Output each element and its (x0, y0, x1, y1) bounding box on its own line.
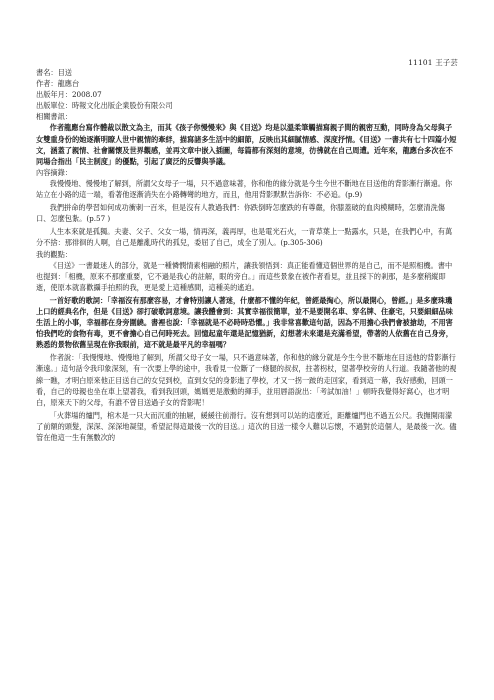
opinion-paragraph-2: 一首好歌的歌詞：「幸福沒有那麼容易，才會特別讓人著迷，什麼都不懂的年紀，曾經最掏心，所以最開心，曾經。」是多麼珠璣上口的經典名作，但是《目送》卻打破歌詞意境。讓我體會到：其實幸福很簡單，並不是要開名車、穿名牌、住豪宅，只要細細品味生活上的小事，幸福都在身旁圍繞。書裡也說：「幸福就是不必時時恐懼。」我非常喜歡這句話，因為不用擔心我們會被搶劫，不用害怕我們吃的食物有毒，更不會擔心自己何時死去。回憶起童年還是記憶猶新，幻想著未來還是充滿希望，帶著的人依舊在自己身旁，熟悉的景物依舊呈現在你我眼前，這不就是最平凡的幸福嗎？ (36, 295, 453, 350)
opinion-paragraph-1: 《目送》一書最迷人的部分，就是一種憐憫情素相融的照片，讓我領悟到：真正能看懂這個世界的是自己，而不是照相機。書中也提到：「相機，原來不那麼重要，它不過是我心的註解，眼的旁白。」而這些景象在被作者看見，並且採下的剎那，是多麼稍縱即逝，使原本就喜歡攝手拍照的我，更是愛上這種感間，這種美的遙迫。 (36, 260, 453, 292)
excerpt-quote-2: 我們拼命的學習如何成功衝刺一百米，但是沒有人教過我們：你跌倒時怎麼跌的有尊嚴，你膝蓋破的血肉模糊時，怎麼清洗傷口、怎麼包紮。(p.57 ) (36, 203, 445, 224)
opinion-paragraph-3: 作者說：「我慢慢地、慢慢地了解到，所謂父母子女一場，只不過意味著，你和他的緣分就是今生今世不斷地在目送他的背影漸行漸遠。」這句話令我印象深刻，有一次要上學的途中，我看見一位斷了一條腿的叔叔，拄著枴杖，望著學校旁的人行道。我隨著他的視線一瞧，才明白原來他正目送自己的女兒到校，直到女兒的身影進了學校，才又一拐一跛的走回家，看到這一幕，我好感動，回頭一看，自己的母親也坐在車上望著我，看到我回頭，媽媽更是激動的揮手，並用唇語說出：「考試加油！」頓時我覺得好窩心，也才明白，原來天下的父母，有誰不曾目送過子女的背影呢！ (36, 353, 457, 407)
book-author: 作者：龍應台 (36, 79, 80, 89)
book-title: 書名：目送 (36, 68, 72, 77)
opinion-paragraph-4: 「火葬場的爐門，棺木是一只大而沉重的抽屜，緩緩往前滑行。沒有想到可以站的這麼近，距離爐門也不過五公尺。我撫開雨濛了前額的頭髮，深深、深深地凝望，希望記得這最後一次的目送。」這次的目送一樣令人難以忘懷，不過對於這個人，是最後一次。儘管在他這一生有無數次的 (36, 410, 457, 442)
publish-date: 出版年月：2008.07 (36, 90, 102, 100)
intro-paragraph: 作者龍應台寫作體裁以散文為主，而其《孩子你慢慢來》與《目送》均是以溫柔筆觸描寫親子間的親密互動，同時身為父母與子女雙重身份的她逐漸明瞭人世中親情的牽絆，描寫諸多生活中的細節，反映出其細膩情感、深度抒情。《目送》一書共有七十四篇小短文，涵蓋了親情、社會關懷及世界觀感，並再文章中嵌入插圖，每篇都有深刻的意境，彷彿就在自己周遭。近年來，龍應台多次在不同場合指出「民主制度」的優點，引起了廣泛的反響與爭議。 (36, 123, 457, 166)
student-id-author: 11101 王子芸 (408, 58, 458, 67)
excerpt-quote-1: 我慢慢地、慢慢地了解到，所謂父女母子一場，只不過意味著，你和他的緣分就是今生今世不斷地在目送他的背影漸行漸遠。你站立在小路的這一端，看著他逐漸消失在小路轉彎的地方，而且，他用背影默默告訴你：不必追。(p.9) (36, 178, 453, 200)
publisher: 出版單位：時報文化出版企業股份有限公司 (36, 101, 173, 111)
book-metadata (36, 67, 458, 122)
excerpt-quote-3: 人生本來就是孤獨。夫妻、父子、父女一場，情再深，義再厚，也是電光石火，一青草葉上一點露水，只是，在我們心中，有萬分不捨：那徘徊的人啊，自己是離亂時代的孤兒，委屈了自己，成全了別人。(p.305-306) (36, 227, 453, 248)
opinion-label: 我的觀點： (36, 249, 72, 259)
related-info-label: 相關書訊： (36, 112, 72, 122)
excerpt-label: 內容摘錄： (36, 167, 72, 177)
